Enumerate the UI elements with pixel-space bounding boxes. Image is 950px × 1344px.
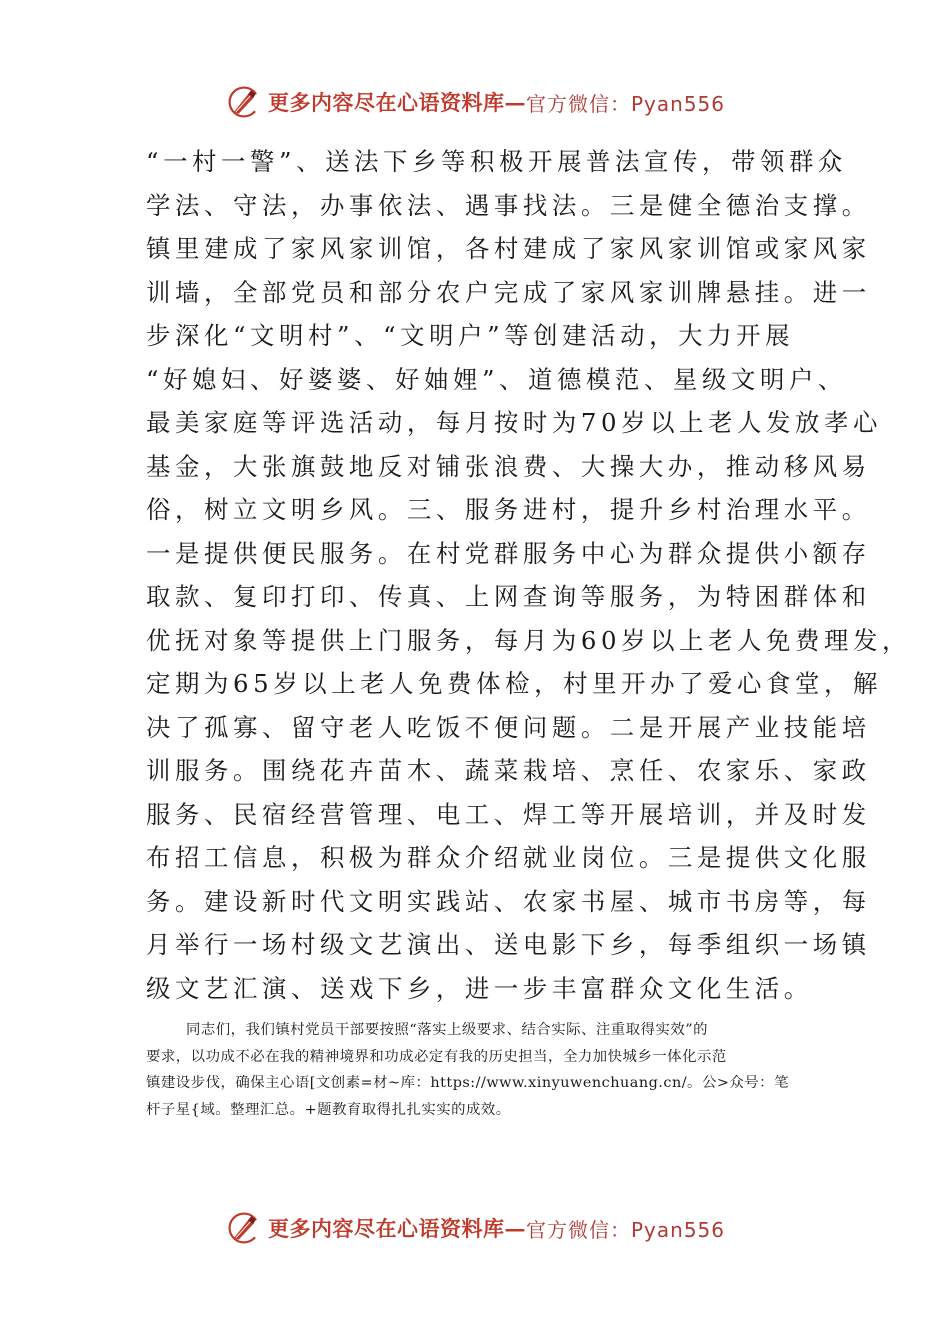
body-line: 一是提供便民服务。在村党群服务中心为群众提供小额存 [146,538,871,568]
body-line: 布招工信息，积极为群众介绍就业岗位。三是提供文化服 [146,843,871,872]
body-line: 训服务。围绕花卉苗木、蔬菜栽培、烹任、农家乐、家政 [146,756,871,785]
body-line: “好媳妇、好婆婆、好妯娌”、道德模范、星级文明户、 [146,364,847,394]
pen-nib-logo-icon [226,84,262,120]
footer-banner [226,1208,725,1248]
body-line: 取款、复印打印、传真、上网查询等服务，为特困群体和 [146,582,871,611]
body-line: 学法、守法，办事依法、遇事找法。三是健全德治支撑。 [146,190,871,220]
closing-line: 杆子星{域。整理汇总。+题教育取得扎扎实实的成效。 [146,1101,511,1118]
body-paragraph [146,140,912,1010]
body-line: “一村一警”、送法下乡等积极开展普法宣传，带领群众 [146,147,847,176]
banner-contact-text: 官方微信：Pyan556 [526,1217,726,1242]
body-line: 俗，树立文明乡风。三、服务进村，提升乡村治理水平。 [146,495,871,524]
body-line: 服务、民宿经营管理、电工、焊工等开展培训，并及时发 [146,799,871,829]
body-line: 镇里建成了家风家训馆，各村建成了家风家训馆或家风家 [146,234,871,263]
body-line: 月举行一场村级文艺演出、送电影下乡，每季组织一场镇 [146,930,871,959]
banner-contact-text: 官方微信：Pyan556 [526,91,726,116]
banner-main-text: 更多内容尽在心语资料库— [268,90,526,115]
body-line: 步深化“文明村”、“文明户”等创建活动，大力开展 [146,321,795,350]
body-line: 定期为65岁以上老人免费体检，村里开办了爱心食堂，解 [146,669,883,698]
body-line: 务。建设新时代文明实践站、农家书屋、城市书房等，每 [146,886,871,916]
closing-paragraph [146,1017,810,1123]
pen-nib-logo-icon [226,1210,262,1246]
body-line: 最美家庭等评选活动，每月按时为70岁以上老人发放孝心 [146,408,883,437]
body-line: 优抚对象等提供上门服务，每月为60岁以上老人免费理发， [146,625,912,655]
closing-line: 同志们，我们镇村党员干部要按照“落实上级要求、结合实际、注重取得实效”的 [186,1022,708,1038]
closing-line: 要求，以功成不必在我的精神境界和功成必定有我的历史担当，全力加快城乡一体化示范 [146,1048,727,1065]
body-line: 基金，大张旗鼓地反对铺张浪费、大操大办，推动移风易 [146,451,871,481]
banner-main-text: 更多内容尽在心语资料库— [268,1216,526,1241]
closing-line: 镇建设步伐，确保主心语[文创素=材~库：https://www.xinyuwenchuang.cn/。公>众号：笔 [146,1075,789,1091]
header-banner [226,82,725,122]
body-line: 级文艺汇演、送戏下乡，进一步丰富群众文化生活。 [146,973,813,1003]
body-line: 决了孤寡、留守老人吃饭不便问题。二是开展产业技能培 [146,712,871,742]
body-line: 训墙，全部党员和部分农户完成了家风家训牌悬挂。进一 [146,277,871,307]
